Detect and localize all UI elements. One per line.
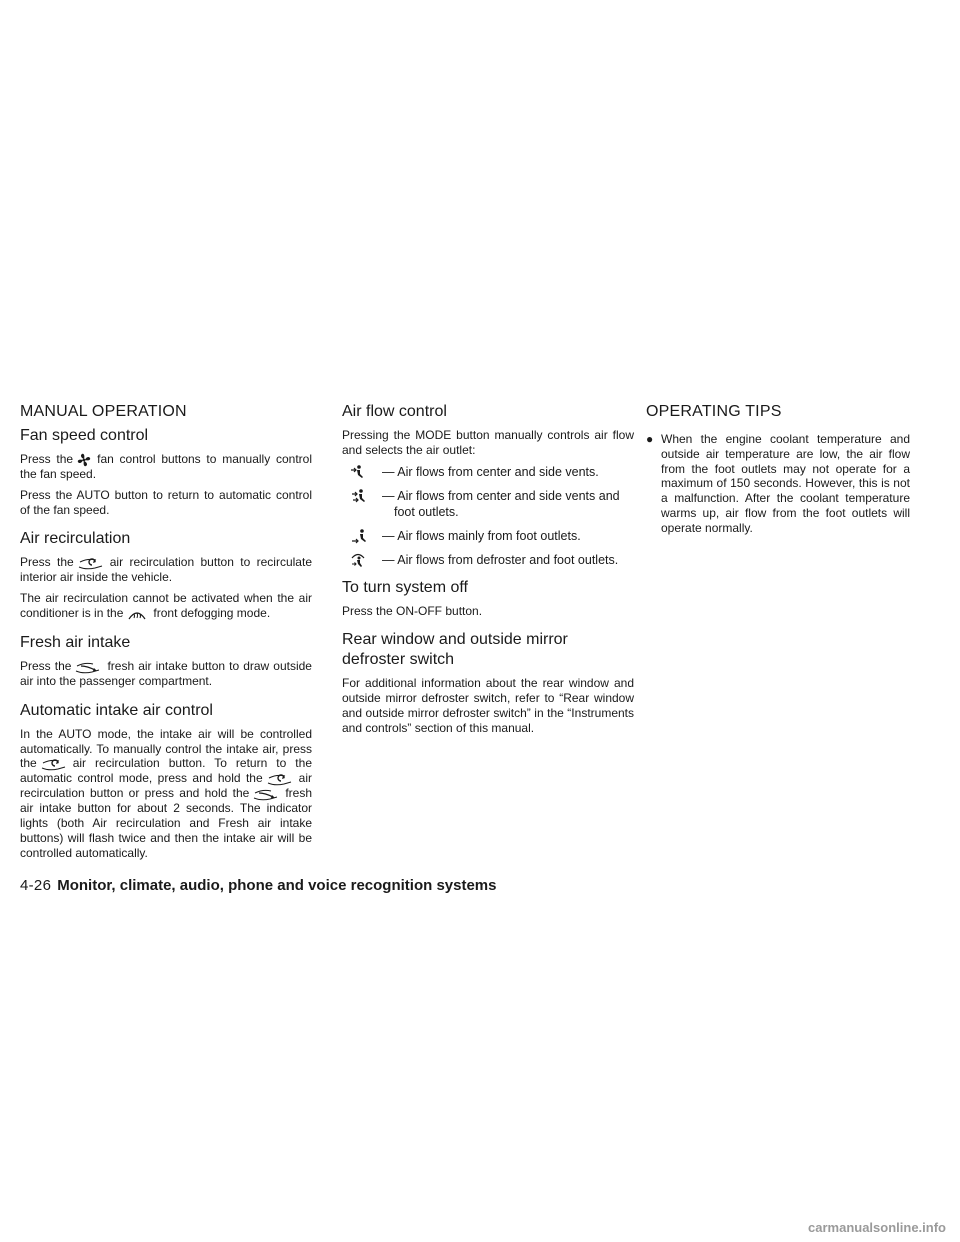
turn-off-paragraph: Press the ON-OFF button. [342,603,483,618]
bilevel-mode-icon [350,488,368,504]
fresh-air-icon [75,662,101,674]
air-recirculation-paragraph-1: Press the air recirculation button to recirculate interior air inside the vehicle. [20,555,312,585]
recirculation-icon [78,558,104,570]
automatic-intake-title: Automatic intake air control [20,701,213,719]
list-item [646,432,910,536]
column-middle [342,402,634,742]
mode-list [342,464,634,568]
fan-speed-title: Fan speed control [20,427,149,444]
list-item: — Air flows mainly from foot outlets. [342,528,634,544]
turn-off-title: To turn system off [342,578,468,596]
operating-tips-heading: OPERATING TIPS [646,403,782,420]
fan-speed-paragraph-2: Press the AUTO button to return to automatic control of the fan speed. [20,487,312,517]
air-recirculation-title: Air recirculation [20,530,131,548]
section-title: Monitor, climate, audio, phone and voice recognition systems [57,877,497,894]
automatic-intake-paragraph: In the AUTO mode, the intake air will be controlled automatically. To manually control the intake air, press the air recirculation button. To return to the automatic control mode, press and hold the air recirculation button or press and hold the fresh air intake button for about 2 seconds. The indicator lights (both Air recirculation and Fresh air intake buttons) will flash twice and then the intake air will be controlled automatically. [20,726,312,860]
page-number: 4-26 [20,877,52,894]
rear-defroster-title: Rear window and outside mirror defroster switch [342,631,568,669]
fresh-air-title: Fresh air intake [20,633,131,651]
bullet: ● [646,432,654,446]
air-flow-title: Air flow control [342,403,447,420]
vent-mode-icon [350,464,366,480]
fresh-air-paragraph: Press the fresh air intake button to draw outside air into the passenger compartment. [20,658,312,688]
column-right [646,402,910,536]
list-item: — Air flows from center and side vents and foot outlets. [342,488,634,520]
list-item: — Air flows from defroster and foot outlets. [342,552,634,568]
fresh-air-icon [253,789,279,801]
fan-icon [77,453,91,467]
column-left [20,402,312,867]
air-recirculation-paragraph-2: The air recirculation cannot be activated when the air conditioner is in the front defogging mode. [20,591,312,620]
tip-text: When the engine coolant temperature and outside air temperature are low, the air flow from the foot outlets may not operate for a maximum of 150 seconds. However, this is not a malfunction. After the coolant temperature warms up, air flow from the foot outlets will operate normally. [661,432,910,535]
recirculation-icon [41,759,67,771]
fan-speed-paragraph-1: Press the fan control buttons to manually control the fan speed. [20,452,312,481]
manual-operation-heading: MANUAL OPERATION [20,403,187,420]
page-footer [20,876,496,896]
defrost-foot-mode-icon [350,552,366,568]
front-defrost-icon [127,609,147,621]
rear-defroster-paragraph: For additional information about the rear window and outside mirror defroster switch, refer to “Rear window and outside mirror defroster switch” in the “Instruments and controls” section of this manual. [342,676,634,735]
recirculation-icon [267,774,293,786]
air-flow-intro: Pressing the MODE button manually controls air flow and selects the air outlet: [342,428,634,457]
foot-mode-icon [350,528,368,544]
list-item: — Air flows from center and side vents. [342,464,634,480]
watermark: carmanualsonline.info [808,1220,946,1235]
